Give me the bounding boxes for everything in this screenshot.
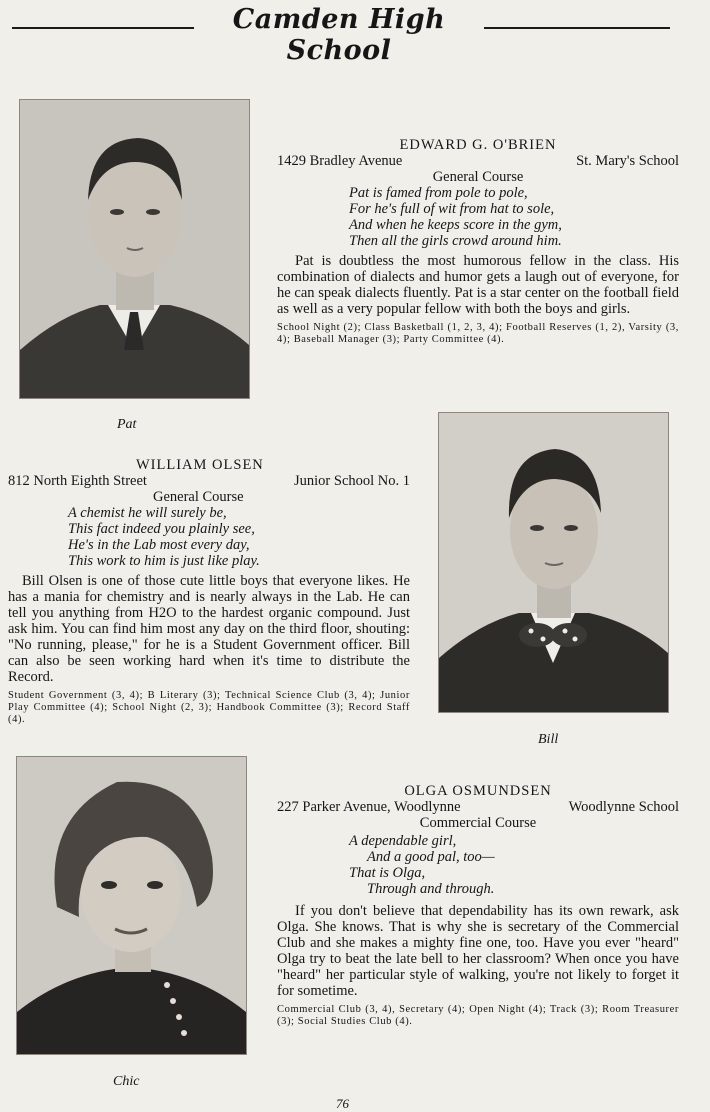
verse [277, 185, 679, 249]
portrait-photo-chic [16, 756, 247, 1055]
student-name: EDWARD G. O'BRIEN [399, 137, 557, 153]
activities-list: Student Government (3, 4); B Literary (3); Technical Science Club (3, 4); Junior Play Committee (4); School Night (2, 3); Handbook Committee (3); Record Staff (4). [8, 690, 410, 725]
prior-school: St. Mary's School [576, 153, 679, 169]
student-name: OLGA OSMUNDSEN [404, 783, 552, 799]
verse-line: That is Olga, [349, 865, 426, 881]
verse-line: And a good pal, too— [367, 849, 495, 865]
verse-line: This fact indeed you plainly see, [68, 521, 255, 537]
portrait-photo-pat [19, 99, 250, 399]
student-name: WILLIAM OLSEN [136, 457, 264, 473]
portrait-photo-bill [438, 412, 669, 713]
header-rule-left [12, 27, 194, 29]
nickname-caption: Bill [538, 732, 559, 747]
student-entry-osmundsen [277, 783, 679, 1028]
verse-line: This work to him is just like play. [68, 553, 260, 569]
course-name: General Course [432, 169, 524, 185]
verse-line: A dependable girl, [349, 833, 457, 849]
activities-list: School Night (2); Class Basketball (1, 2, 3, 4); Football Reserves (1, 2), Varsity (3, 4); Baseball Manager (3); Party Committee (4). [277, 322, 679, 345]
activities-list: Commercial Club (3, 4), Secretary (4); Open Night (4); Track (3); Room Treasurer (3); Social Studies Club (4). [277, 1004, 679, 1027]
verse [277, 833, 679, 897]
prior-school: Woodlynne School [568, 799, 679, 815]
verse-line: Then all the girls crowd around him. [349, 233, 562, 249]
course-name: Commercial Course [419, 815, 537, 831]
home-address: 1429 Bradley Avenue [277, 153, 403, 169]
header-rule-right [484, 27, 670, 29]
student-entry-obrien [277, 137, 679, 346]
verse-line: A chemist he will surely be, [68, 505, 227, 521]
verse [8, 505, 410, 569]
verse-line: He's in the Lab most every day, [68, 537, 250, 553]
verse-line: For he's full of wit from hat to sole, [349, 201, 555, 217]
verse-line: And when he keeps score in the gym, [349, 217, 562, 233]
address-line [277, 799, 679, 815]
biography: Bill Olsen is one of those cute little boys that everyone likes. He has a mania for chemistry and is nearly always in the Lab. He can tell you anything from H2O to the hardest organic compound. Just ask him. You can find him most any day on the third floor, shouting: "No running, please," for he is a Student Government officer. Bill can also be seen working hard when it's time to distribute the Record. [8, 573, 410, 685]
page-number: 76 [336, 1096, 349, 1111]
address-line [277, 153, 679, 169]
biography: Pat is doubtless the most humorous fellow in the class. His combination of dialects and humor gets a laugh out of everyone, for he can speak dialects fluently. Pat is a star center on the football field as well as a very popular fellow with both the boys and girls. [277, 253, 679, 317]
address-line [8, 473, 410, 489]
nickname-caption: Chic [113, 1074, 140, 1089]
home-address: 812 North Eighth Street [8, 473, 147, 489]
page-header [0, 0, 710, 66]
page-title: Camden High School [232, 4, 446, 66]
nickname-caption: Pat [117, 417, 137, 432]
verse-line: Pat is famed from pole to pole, [349, 185, 528, 201]
home-address: 227 Parker Avenue, Woodlynne [277, 799, 461, 815]
course-name: General Course [153, 489, 244, 505]
student-entry-olsen [8, 457, 410, 726]
biography: If you don't believe that dependability has its own rewark, ask Olga. She knows. That is why she is secretary of the Commercial Club and she makes a mighty fine one, too. Have you ever "heard" Olga try to beat the late bell to her classroom? When once you have "heard" her particular style of walking, you're not likely to forget it for sometime. [277, 903, 679, 999]
verse-line: Through and through. [367, 881, 495, 897]
prior-school: Junior School No. 1 [294, 473, 410, 489]
